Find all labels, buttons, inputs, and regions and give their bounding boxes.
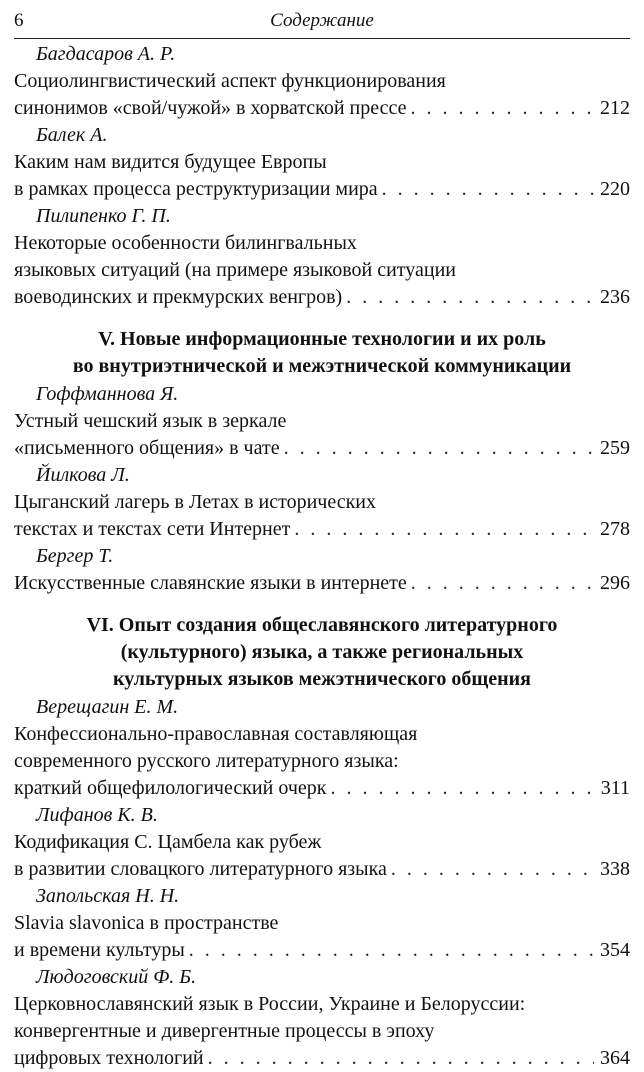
toc-entry bbox=[14, 964, 630, 1072]
toc-entry bbox=[14, 543, 630, 597]
entry-page-number: 220 bbox=[600, 178, 630, 200]
toc-entry bbox=[14, 381, 630, 462]
section-heading bbox=[14, 326, 630, 380]
section-heading-line: VI. Опыт создания общеславянского литературного bbox=[86, 614, 558, 636]
entry-author: Верещагин Е. М. bbox=[36, 696, 179, 718]
entry-title-line: Каким нам видится будущее Европы bbox=[14, 151, 327, 173]
entry-title-line: Некоторые особенности билингвальных bbox=[14, 232, 357, 254]
entry-page-number: 296 bbox=[600, 572, 630, 594]
toc-entry bbox=[14, 462, 630, 543]
dot-leader bbox=[411, 95, 595, 122]
entry-page-number: 311 bbox=[600, 777, 630, 799]
entry-page-number: 236 bbox=[600, 286, 630, 308]
entry-last-line bbox=[14, 516, 630, 543]
entry-author: Балек А. bbox=[36, 124, 108, 146]
entry-page-number: 338 bbox=[600, 858, 630, 880]
dot-leader bbox=[189, 937, 594, 964]
entry-author: Пилипенко Г. П. bbox=[36, 205, 171, 227]
entry-author: Бергер Т. bbox=[36, 545, 114, 567]
entry-last-line bbox=[14, 284, 630, 311]
entry-last-line bbox=[14, 775, 630, 802]
entry-title-line: Социолингвистический аспект функционирования bbox=[14, 70, 446, 92]
entry-last-line bbox=[14, 176, 630, 203]
entry-author: Багдасаров А. Р. bbox=[36, 43, 176, 65]
entry-title-end: краткий общефилологический очерк bbox=[14, 777, 327, 799]
entry-last-line bbox=[14, 937, 630, 964]
entry-title-end: и времени культуры bbox=[14, 939, 185, 961]
entry-title-line: Slavia slavonica в пространстве bbox=[14, 912, 279, 934]
dot-leader bbox=[391, 856, 594, 883]
toc-entry bbox=[14, 203, 630, 311]
dot-leader bbox=[411, 570, 594, 597]
table-of-contents bbox=[14, 41, 630, 1072]
dot-leader bbox=[346, 284, 594, 311]
section-heading-line: культурных языков межэтнического общения bbox=[113, 668, 531, 690]
entry-title-line: языковых ситуаций (на примере языковой ситуации bbox=[14, 259, 456, 281]
entry-title-end: в развитии словацкого литературного языка bbox=[14, 858, 387, 880]
entry-page-number: 212 bbox=[600, 97, 630, 119]
page-header bbox=[14, 8, 630, 39]
entry-author: Лифанов К. В. bbox=[36, 804, 158, 826]
entry-last-line bbox=[14, 435, 630, 462]
section-heading bbox=[14, 612, 630, 693]
entry-author: Йилкова Л. bbox=[36, 464, 130, 486]
section-heading-line: (культурного) языка, а также региональных bbox=[120, 641, 524, 663]
dot-leader bbox=[294, 516, 594, 543]
dot-leader bbox=[382, 176, 594, 203]
entry-title-end: Искусственные славянские языки в интернете bbox=[14, 572, 407, 594]
entry-title-line: Церковнославянский язык в России, Украине и Белоруссии: bbox=[14, 993, 526, 1015]
toc-entry bbox=[14, 802, 630, 883]
section-heading-line: во внутриэтнической и межэтнической коммуникации bbox=[72, 355, 572, 377]
entry-page-number: 278 bbox=[600, 518, 630, 540]
entry-page-number: 354 bbox=[600, 939, 630, 961]
entry-title-end: текстах и текстах сети Интернет bbox=[14, 518, 291, 540]
toc-entry bbox=[14, 41, 630, 122]
entry-title-line: Цыганский лагерь в Летах в исторических bbox=[14, 491, 377, 513]
entry-title-line: Кодификация С. Цамбела как рубеж bbox=[14, 831, 322, 853]
toc-entry bbox=[14, 122, 630, 203]
toc-entry bbox=[14, 694, 630, 802]
entry-title-line: Устный чешский язык в зеркале bbox=[14, 410, 287, 432]
entry-title-line: Конфессионально-православная составляющая bbox=[14, 723, 418, 745]
entry-last-line bbox=[14, 570, 630, 597]
entry-title-end: цифровых технологий bbox=[14, 1047, 204, 1069]
entry-author: Людоговский Ф. Б. bbox=[36, 966, 197, 988]
dot-leader bbox=[330, 775, 594, 802]
entry-author: Гоффманнова Я. bbox=[36, 383, 179, 405]
page-number: 6 bbox=[14, 10, 24, 31]
entry-last-line bbox=[14, 1045, 630, 1072]
entry-title-line: современного русского литературного языка: bbox=[14, 750, 399, 772]
entry-page-number: 364 bbox=[600, 1047, 630, 1069]
toc-entry bbox=[14, 883, 630, 964]
entry-title-line: конвергентные и дивергентные процессы в эпоху bbox=[14, 1020, 435, 1042]
running-title: Содержание bbox=[270, 10, 374, 31]
section-heading-line: V. Новые информационные технологии и их роль bbox=[98, 328, 546, 350]
entry-page-number: 259 bbox=[600, 437, 630, 459]
entry-last-line bbox=[14, 856, 630, 883]
entry-author: Запольская Н. Н. bbox=[36, 885, 180, 907]
entry-title-end: синонимов «свой/чужой» в хорватской прессе bbox=[14, 97, 407, 119]
entry-title-end: «письменного общения» в чате bbox=[14, 437, 280, 459]
dot-leader bbox=[284, 435, 594, 462]
entry-last-line bbox=[14, 95, 630, 122]
dot-leader bbox=[208, 1045, 594, 1072]
entry-title-end: воеводинских и прекмурских венгров) bbox=[14, 286, 343, 308]
entry-title-end: в рамках процесса реструктуризации мира bbox=[14, 178, 378, 200]
